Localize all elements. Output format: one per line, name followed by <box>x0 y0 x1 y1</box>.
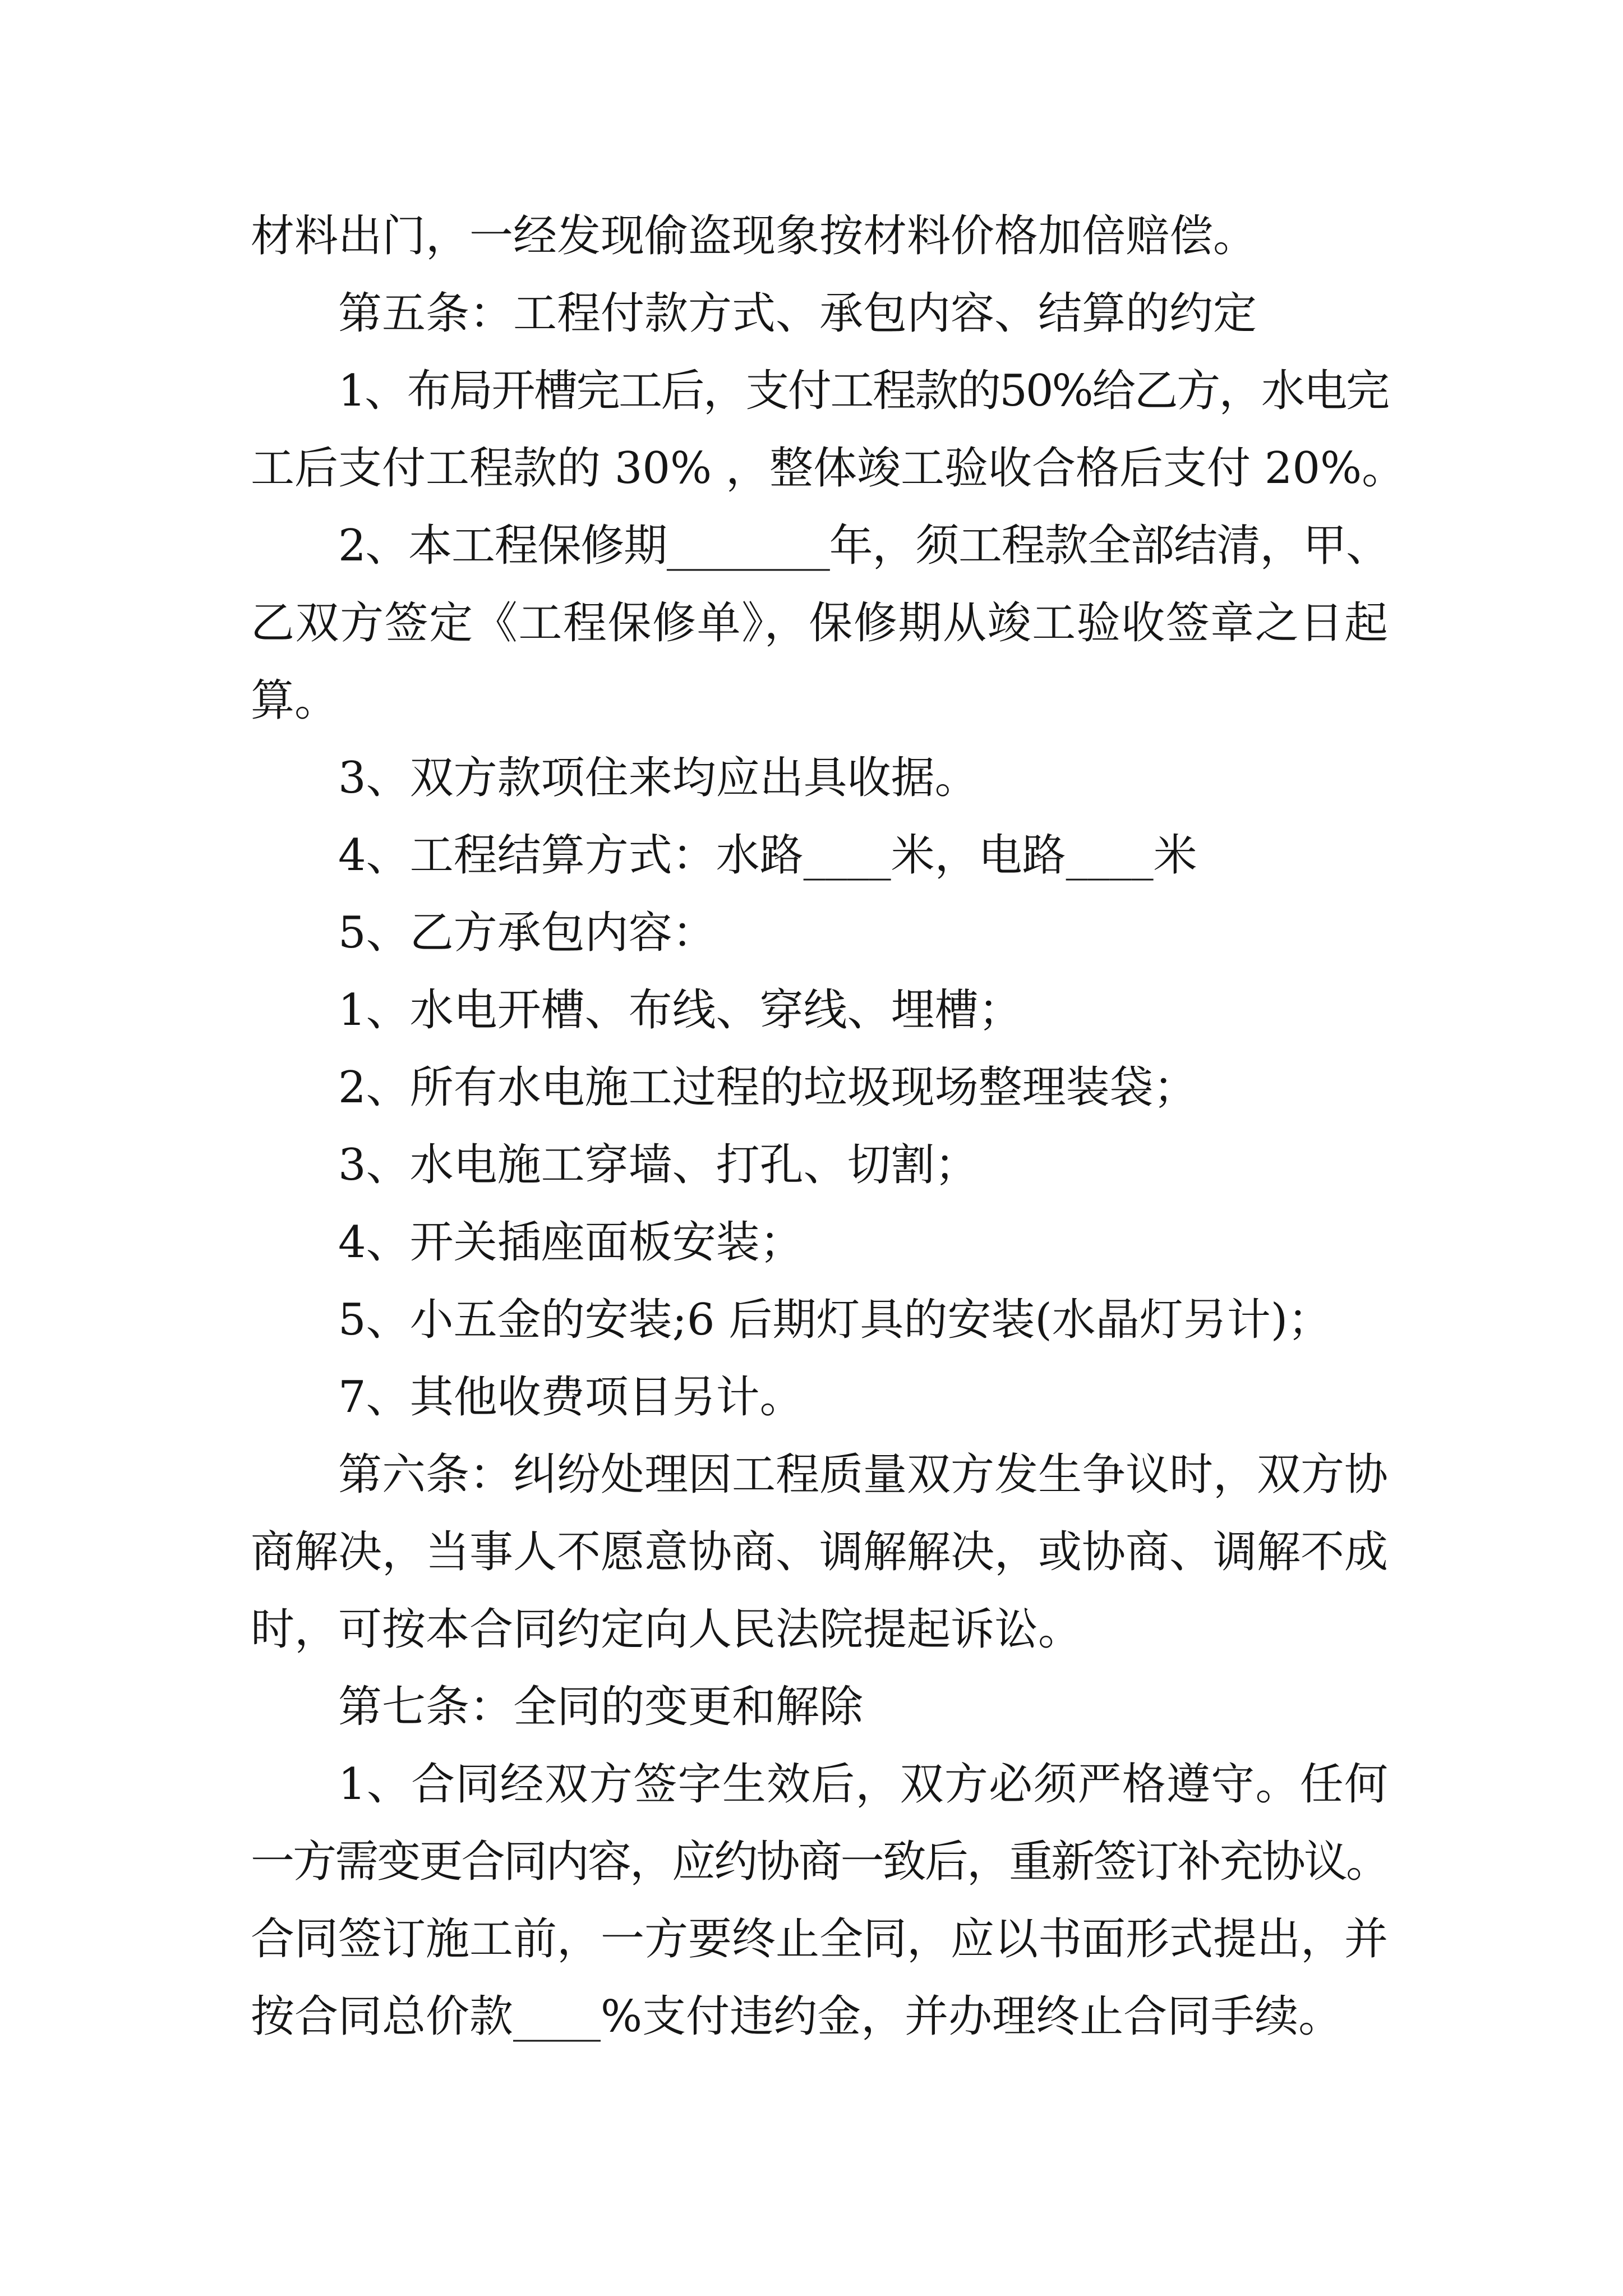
text-line: 5、乙方承包内容： <box>338 908 716 958</box>
list-item: 5、小五金的安装;6 后期灯具的安装(水晶灯另计)； <box>338 1295 1332 1345</box>
list-item: 1、水电开槽、布线、穿线、埋槽； <box>338 985 1022 1036</box>
text-line: 2、本工程保修期________年，须工程款全部结清，甲、 <box>338 521 1388 571</box>
document-body <box>251 197 1406 2055</box>
text-line: 按合同总价款____%支付违约金，并办理终止合同手续。 <box>251 1991 1343 2042</box>
text-line: 商解决，当事人不愿意协商、调解解决，或协商、调解不成 <box>251 1527 1389 1577</box>
text-line: 1、合同经双方签字生效后，双方必须严格遵守。任何 <box>338 1759 1388 1810</box>
text-line: 合同签订施工前，一方要终止全同，应以书面形式提出，并 <box>251 1914 1389 1964</box>
list-item: 3、水电施工穿墙、打孔、切割； <box>338 1140 979 1190</box>
text-line: 乙双方签定《工程保修单》，保修期从竣工验收签章之日起 <box>251 598 1388 648</box>
clause-5-heading: 第五条：工程付款方式、承包内容、结算的约定 <box>338 288 1257 339</box>
text-line: 算。 <box>251 675 339 726</box>
list-item: 7、其他收费项目另计。 <box>338 1372 804 1423</box>
list-item: 2、所有水电施工过程的垃圾现场整理装袋； <box>338 1062 1197 1113</box>
clause-7-heading: 第七条：全同的变更和解除 <box>338 1682 864 1732</box>
text-line: 工后支付工程款的 30% ，整体竣工验收合格后支付 20%。 <box>251 443 1406 494</box>
text-line: 材料出门，一经发现偷盗现象按材料价格加倍赔偿。 <box>251 211 1257 261</box>
text-line: 1、布局开槽完工后，支付工程款的50%给乙方，水电完 <box>338 366 1388 416</box>
text-line: 时，可按本合同约定向人民法院提起诉讼。 <box>251 1604 1082 1655</box>
text-line: 一方需变更合同内容，应约协商一致后，重新签订补充协议。 <box>251 1837 1388 1887</box>
text-line: 3、双方款项住来均应出具收据。 <box>338 753 979 803</box>
clause-6-text-line: 第六条：纠纷处理因工程质量双方发生争议时，双方协 <box>338 1450 1389 1500</box>
list-item: 4、开关插座面板安装； <box>338 1217 804 1268</box>
text-line: 4、工程结算方式：水路____米，电路____米 <box>338 830 1197 881</box>
